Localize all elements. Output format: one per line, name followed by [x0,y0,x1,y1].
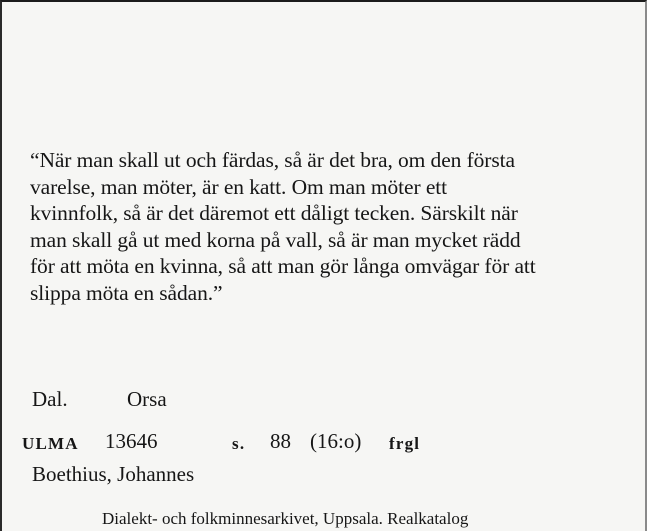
parish: Orsa [127,387,167,411]
quote-line: man skall gå ut med korna på vall, så är man mycket rädd [30,227,521,252]
quote-line: för att möta en kvinna, så att man gör långa omvägar för att [30,254,536,278]
quote-line: “När man skall ut och färdas, så är det bra, om den första [30,148,515,172]
page-prefix: s. [232,434,246,453]
quote-line: slippa möta en sådan.” [30,280,223,305]
record-number: 13646 [105,429,158,453]
archive-footer: Dialekt- och folkminnesarkivet, Uppsala. Realkatalog [102,509,469,528]
quote-line: kvinnfolk, så är det däremot ett dåligt tecken. Särskilt när [30,201,518,225]
archive-code: ULMA [22,434,79,453]
informant-name: Boethius, Johannes [32,462,195,486]
quote-line: varelse, man möter, är en katt. Om man möter ett [30,174,448,199]
category-tag: frgl [389,434,421,453]
quote-text [30,147,630,306]
page-ref: (16:o) [310,429,362,453]
page-number: 88 [270,429,291,453]
province: Dal. [32,387,68,411]
